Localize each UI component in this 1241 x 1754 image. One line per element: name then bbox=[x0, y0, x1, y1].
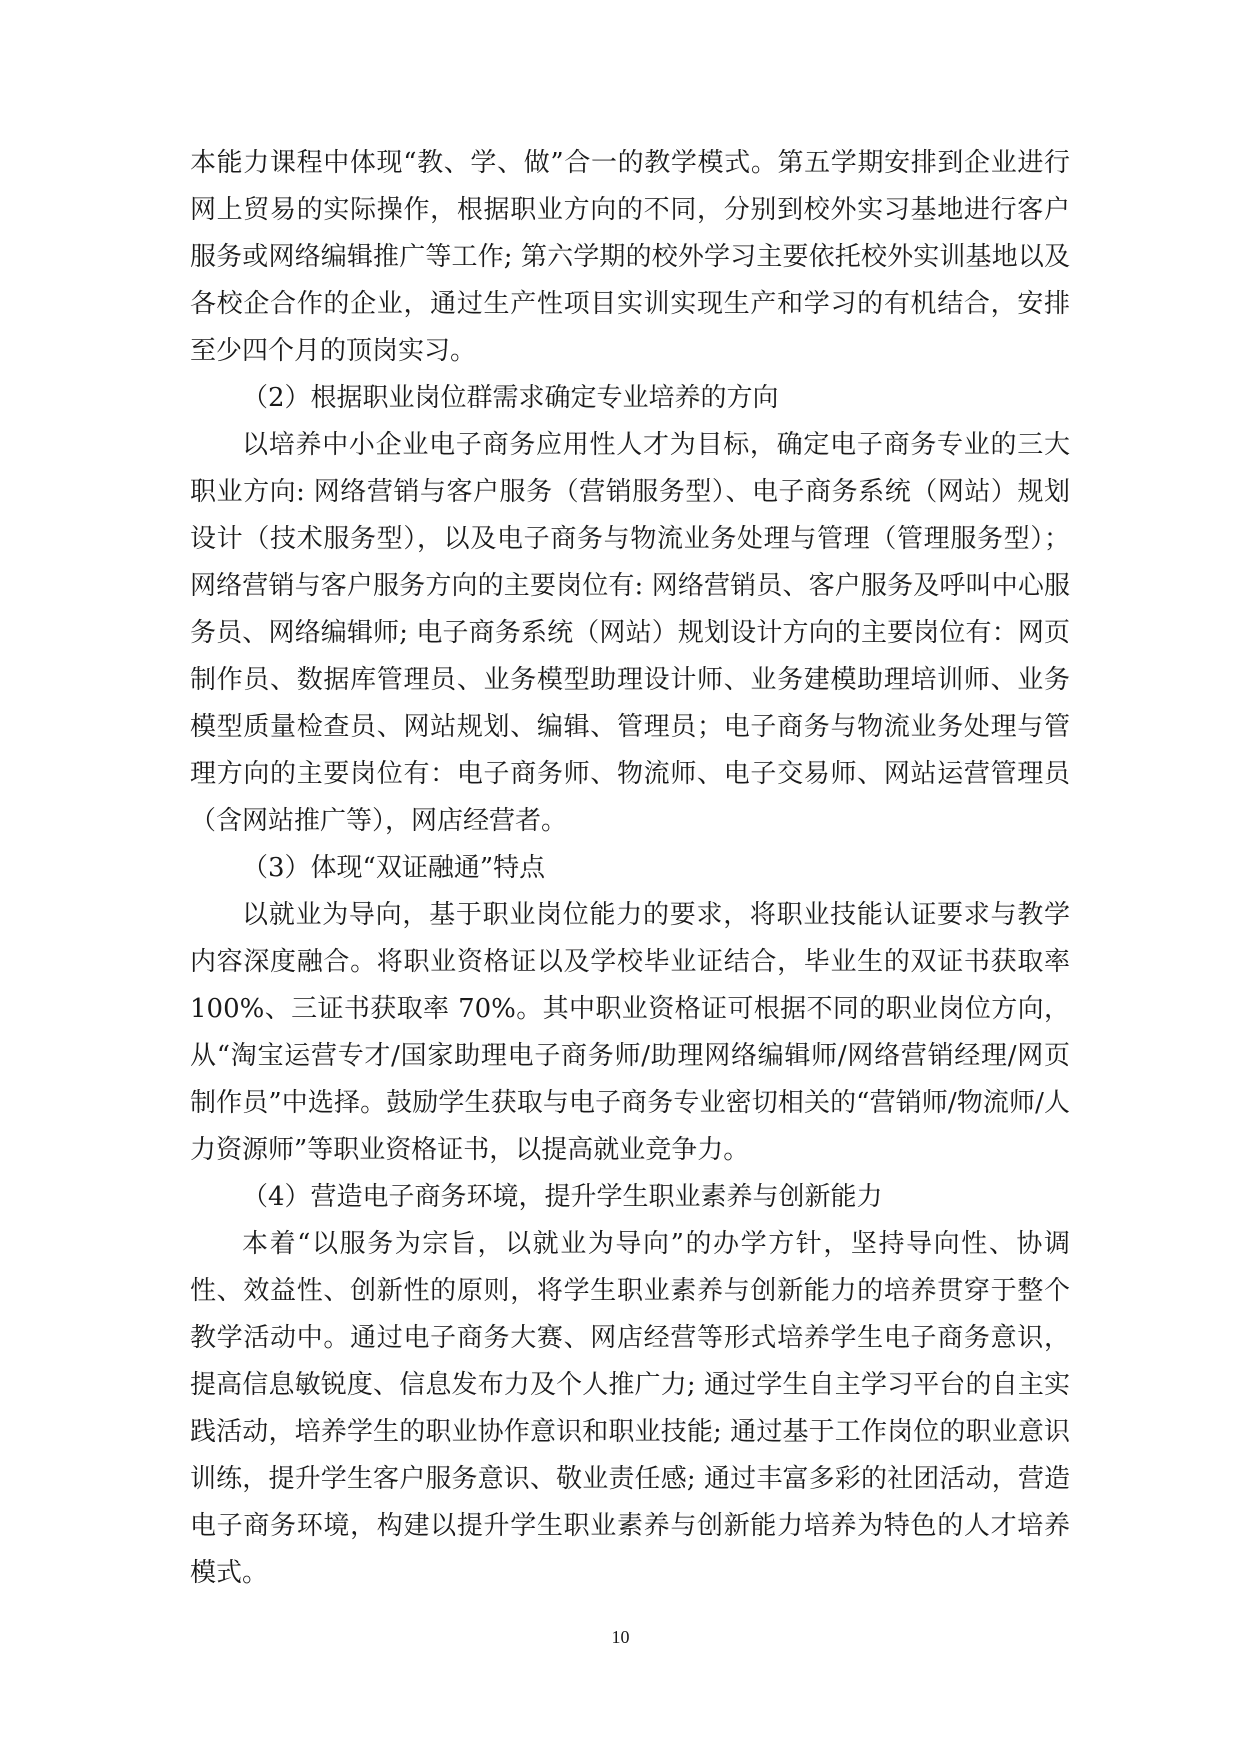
paragraph-career-directions: 以培养中小企业电子商务应用性人才为目标，确定电子商务专业的三大职业方向: 网络营销与客户服务（营销服务型）、电子商务系统（网站）规划设计（技术服务型），以及电子商务与物流业务处理与管理（管理服务型）；网络营销与客户服务方向的主要岗位有: 网络营销员、客户服务及呼叫中心服务员、网络编辑师; 电子商务系统（网站）规划设计方向的主要岗位有：网页制作员、数据库管理员、业务模型助理设计师、业务建模助理培训师、业务模型质量检查员、网站规划、编辑、管理员；电子商务与物流业务处理与管理方向的主要岗位有：电子商务师、物流师、电子交易师、网站运营管理员（含网站推广等），网店经营者。 bbox=[190, 430, 1070, 836]
paragraph-teaching-mode: 本能力课程中体现“教、学、做”合一的教学模式。第五学期安排到企业进行网上贸易的实际操作，根据职业方向的不同，分别到校外实习基地进行客户服务或网络编辑推广等工作; 第六学期的校外学习主要依托校外实训基地以及各校企合作的企业，通过生产性项目实训实现生产和学习的有机结合，安排至少四个月的顶岗实习。 bbox=[190, 148, 1070, 366]
document-body bbox=[190, 140, 1070, 1597]
section-heading-2: （2）根据职业岗位群需求确定专业培养的方向 bbox=[242, 383, 779, 413]
section-heading-4: （4）营造电子商务环境，提升学生职业素养与创新能力 bbox=[242, 1182, 883, 1212]
paragraph-dual-certificates: 以就业为导向，基于职业岗位能力的要求，将职业技能认证要求与教学内容深度融合。将职业资格证以及学校毕业证结合，毕业生的双证书获取率 100%、三证书获取率 70%。其中职业资格证可根据不同的职业岗位方向，从“淘宝运营专才/国家助理电子商务师/助理网络编辑师/网络营销经理/网页制作员”中选择。鼓励学生获取与电子商务专业密切相关的“营销师/物流师/人力资源师”等职业资格证书，以提高就业竞争力。 bbox=[190, 900, 1070, 1165]
paragraph-professional-literacy: 本着“以服务为宗旨，以就业为导向”的办学方针，坚持导向性、协调性、效益性、创新性的原则，将学生职业素养与创新能力的培养贯穿于整个教学活动中。通过电子商务大赛、网店经营等形式培养学生电子商务意识，提高信息敏锐度、信息发布力及个人推广力; 通过学生自主学习平台的自主实践活动，培养学生的职业协作意识和职业技能; 通过基于工作岗位的职业意识训练，提升学生客户服务意识、敬业责任感; 通过丰富多彩的社团活动，营造电子商务环境，构建以提升学生职业素养与创新能力培养为特色的人才培养模式。 bbox=[190, 1229, 1070, 1588]
section-heading-3: （3）体现“双证融通”特点 bbox=[242, 853, 546, 883]
page-number: 10 bbox=[611, 1627, 630, 1647]
